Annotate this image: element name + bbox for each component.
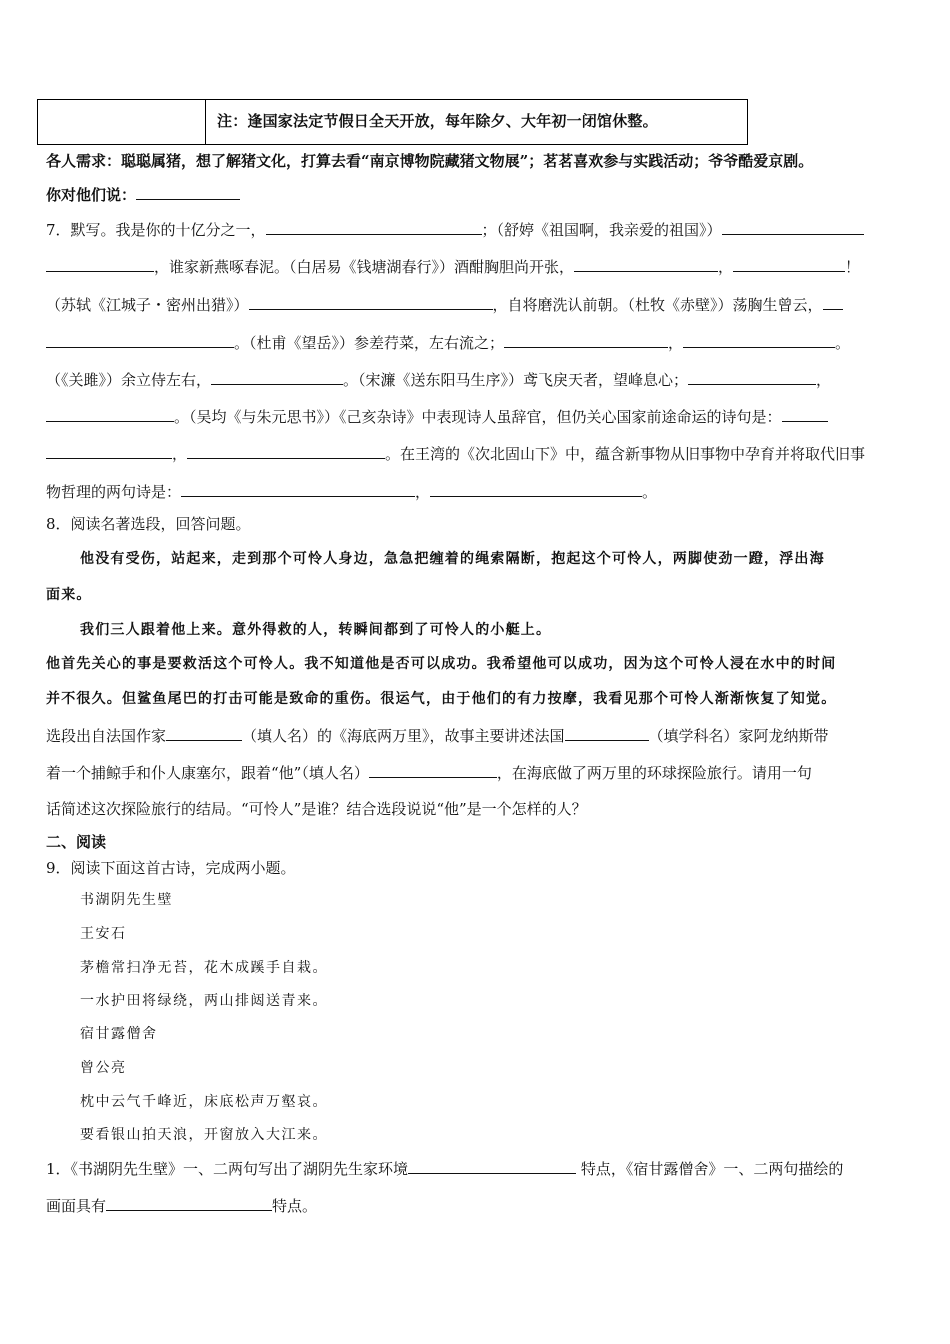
- section-title: 二、阅读: [46, 833, 107, 851]
- excerpt-para-1-cont: 面来。: [46, 587, 92, 603]
- q7-line-7: [46, 443, 865, 464]
- answer-blank[interactable]: [249, 294, 493, 310]
- answer-blank[interactable]: [823, 294, 843, 310]
- answer-blank[interactable]: [408, 1158, 576, 1174]
- q8-title: 8．阅读名著选段，回答问题。: [46, 515, 251, 533]
- needs-prompt-text: 你对他们说：: [46, 186, 137, 204]
- excerpt-para-1: 他没有受伤，站起来，走到那个可怜人身边，急急把缠着的绳索隔断，抱起这个可怜人，两脚使劲一蹬，浮出海: [80, 551, 825, 567]
- q7-text: 。（杜甫《望岳》）参差荇菜，左右流之；: [234, 334, 505, 352]
- q9-text: 特点，《宿甘露僧舍》一、二两句描绘的: [580, 1160, 844, 1178]
- q7-text: ，谁家新燕啄春泥。（白居易《钱塘湖春行》）酒酣胸胆尚开张，: [154, 258, 575, 276]
- answer-blank[interactable]: [46, 256, 154, 272]
- q8-text: 选段出自法国作家: [46, 727, 167, 745]
- q9-sub-1: [46, 1158, 843, 1179]
- q7-text: ；（舒婷《祖国啊，我亲爱的祖国》）: [481, 221, 722, 239]
- q7-text: ，: [415, 483, 431, 501]
- q8-text: （填学科名）家阿龙纳斯带: [648, 727, 829, 745]
- q7-text: ，: [668, 334, 684, 352]
- notice-text: 注：逢国家法定节假日全天开放，每年除夕、大年初一闭馆休整。: [217, 112, 658, 130]
- answer-blank[interactable]: [504, 332, 668, 348]
- poem-1-line-1: 茅檐常扫净无苔，花木成蹊手自栽。: [80, 960, 328, 976]
- answer-blank[interactable]: [683, 332, 835, 348]
- q7-text: 。（宋濂《送东阳马生序》）鸢飞戾天者，望峰息心；: [343, 371, 689, 389]
- q8-text: ，在海底做了两万里的环球探险旅行。请用一句: [496, 764, 812, 782]
- notice-table-empty-cell: [38, 100, 206, 144]
- q7-line-1: [46, 219, 864, 240]
- needs-prompt: [46, 184, 240, 205]
- q8-text: 着一个捕鲸手和仆人康塞尔，跟着“他”（填人名）: [46, 764, 369, 782]
- q7-text: 。在王湾的《次北固山下》中，蕴含新事物从旧事物中孕育并将取代旧事: [385, 445, 866, 463]
- q7-text: ！: [845, 258, 861, 276]
- poem-2-title: 宿甘露僧舍: [80, 1026, 158, 1042]
- answer-blank[interactable]: [266, 219, 482, 235]
- notice-table: [37, 99, 748, 145]
- q7-text: 7．默写。我是你的十亿分之一，: [46, 221, 266, 239]
- answer-blank[interactable]: [688, 369, 816, 385]
- answer-blank[interactable]: [722, 219, 864, 235]
- poem-1-author: 王安石: [80, 926, 127, 942]
- q7-text: 。（吴均《与朱元思书》）《己亥杂诗》中表现诗人虽辞官，但仍关心国家前途命运的诗句是：: [174, 408, 782, 426]
- excerpt-para-3-cont: 并不很久。但鲨鱼尾巴的打击可能是致命的重伤。很运气，由于他们的有力按摩，我看见那个可怜人渐渐恢复了知觉。: [46, 691, 837, 707]
- answer-blank[interactable]: [166, 725, 242, 741]
- q7-text: ，: [816, 371, 832, 389]
- answer-blank[interactable]: [46, 406, 174, 422]
- answer-blank[interactable]: [187, 443, 385, 459]
- needs-line: 各人需求：聪聪属猪，想了解猪文化，打算去看“南京博物院藏猪文物展”；茗茗喜欢参与实践活动；爷爷酷爱京剧。: [46, 152, 814, 170]
- q9-text: 特点。: [272, 1197, 318, 1215]
- answer-blank[interactable]: [430, 481, 642, 497]
- q7-text: 。: [642, 483, 658, 501]
- answer-blank[interactable]: [565, 725, 649, 741]
- q9-text: 1．《书湖阴先生壁》一、二两句写出了湖阴先生家环境: [46, 1160, 409, 1178]
- answer-blank[interactable]: [46, 443, 172, 459]
- q7-text: ，: [718, 258, 734, 276]
- q7-text: ，: [172, 445, 188, 463]
- answer-blank[interactable]: [733, 256, 845, 272]
- answer-blank[interactable]: [782, 406, 828, 422]
- q7-line-2: [46, 256, 860, 277]
- q7-text: （苏轼《江城子・密州出猎》）: [46, 296, 249, 314]
- poem-2-line-2: 要看银山拍天浪，开窗放入大江来。: [80, 1127, 328, 1143]
- q9-text: 画面具有: [46, 1197, 107, 1215]
- q7-line-6: [46, 406, 828, 427]
- q9-title: 9．阅读下面这首古诗，完成两小题。: [46, 859, 296, 877]
- answer-blank[interactable]: [46, 332, 234, 348]
- q7-line-5: [46, 369, 831, 390]
- answer-blank[interactable]: [211, 369, 343, 385]
- poem-2-line-1: 枕中云气千峰近，床底松声万壑哀。: [80, 1094, 328, 1110]
- excerpt-para-2: 我们三人跟着他上来。意外得救的人，转瞬间都到了可怜人的小艇上。: [80, 622, 552, 638]
- q8-text: （填人名）的《海底两万里》，故事主要讲述法国: [242, 727, 565, 745]
- poem-1-title: 书湖阴先生壁: [80, 892, 173, 908]
- q7-line-4: [46, 332, 850, 353]
- answer-blank[interactable]: [574, 256, 718, 272]
- q7-text: ，自将磨洗认前朝。（杜牧《赤壁》）荡胸生曾云，: [492, 296, 823, 314]
- q7-line-8: [46, 481, 657, 502]
- q7-text: 物哲理的两句诗是：: [46, 483, 182, 501]
- answer-blank[interactable]: [369, 762, 497, 778]
- q7-line-3: [46, 294, 843, 315]
- excerpt-para-3: 他首先关心的事是要救活这个可怜人。我不知道他是否可以成功。我希望他可以成功，因为这个可怜人浸在水中的时间: [46, 656, 837, 672]
- q8-question-3: 话简述这次探险旅行的结局。“可怜人”是谁？结合选段说说“他”是一个怎样的人？: [46, 800, 587, 818]
- q8-question-1: [46, 725, 829, 746]
- q7-text: 。: [835, 334, 851, 352]
- poem-1-line-2: 一水护田将绿绕，两山排闼送青来。: [80, 993, 328, 1009]
- q8-question-2: [46, 762, 812, 783]
- answer-blank[interactable]: [106, 1195, 272, 1211]
- poem-2-author: 曾公亮: [80, 1060, 127, 1076]
- q9-sub-1-cont: [46, 1195, 317, 1216]
- answer-blank[interactable]: [181, 481, 415, 497]
- answer-blank[interactable]: [136, 184, 240, 200]
- q7-text: （《关雎》）余立侍左右，: [46, 371, 212, 389]
